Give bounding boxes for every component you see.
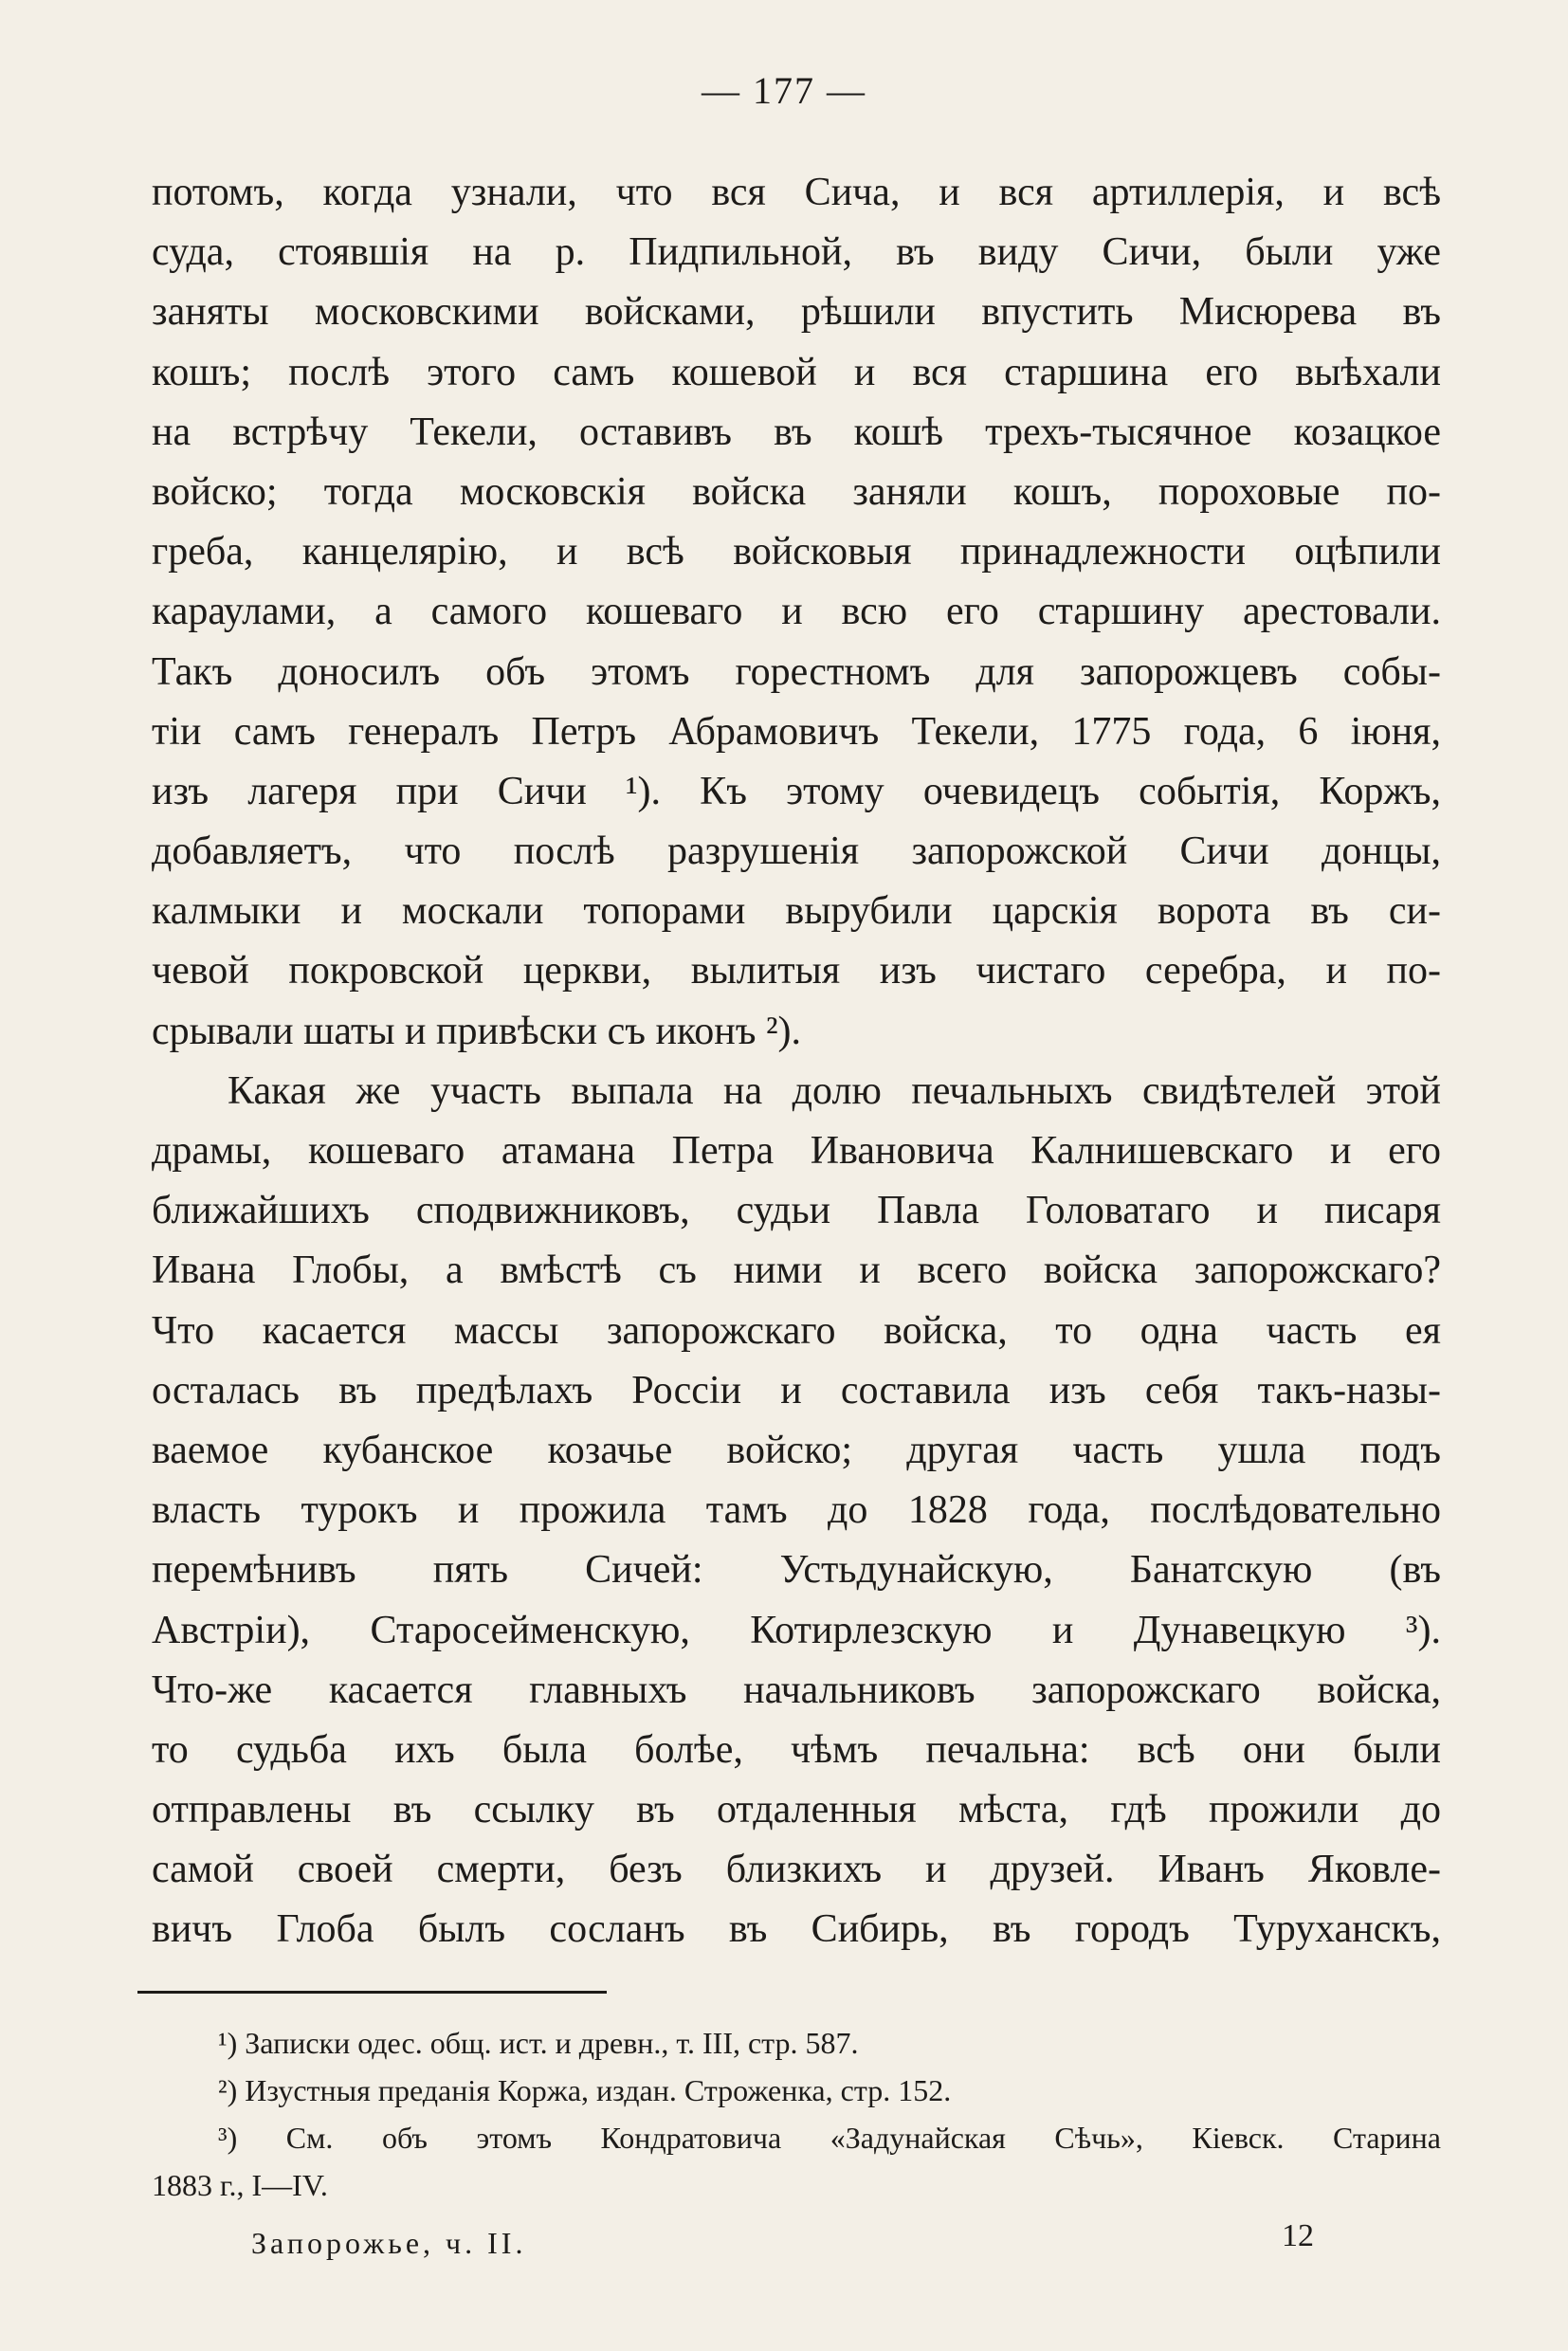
text-line: Что-же касается главныхъ начальниковъ запорожскаго войска,: [152, 1668, 1441, 1712]
text-line: чевой покровской церкви, вылитыя изъ чистаго серебра, и по-: [152, 949, 1441, 993]
text-line: суда, стоявшія на р. Пидпильной, въ виду Сичи, были уже: [152, 230, 1441, 275]
text-line: калмыки и москали топорами вырубили царскія ворота въ си-: [152, 889, 1441, 934]
text-line: то судьба ихъ была болѣе, чѣмъ печальна: всѣ они были: [152, 1727, 1441, 1772]
paragraph-end-line: срывали шаты и привѣски съ иконъ ²).: [152, 1009, 802, 1053]
text-line: Такъ доносилъ объ этомъ горестномъ для запорожцевъ собы-: [152, 649, 1441, 694]
text-line: караулами, а самого кошеваго и всю его старшину арестовали.: [152, 590, 1441, 634]
text-line: вичъ Глоба былъ сосланъ въ Сибирь, въ городъ Туруханскъ,: [152, 1907, 1441, 1952]
text-line: власть турокъ и прожила тамъ до 1828 года, послѣдовательно: [152, 1488, 1441, 1533]
footnote: ³) См. объ этомъ Кондратовича «Задунайская Сѣчь», Кіевск. Старина: [218, 2121, 1441, 2155]
text-line: Ивана Глобы, а вмѣстѣ съ ними и всего войска запорожскаго?: [152, 1248, 1441, 1293]
text-line: кошъ; послѣ этого самъ кошевой и вся старшина его выѣхали: [152, 350, 1441, 394]
footnotes: [152, 2019, 1441, 2209]
text-line: осталась въ предѣлахъ Россіи и составила изъ себя такъ-назы-: [152, 1368, 1441, 1412]
sheet-number: 12: [1282, 2218, 1314, 2253]
text-line: ваемое кубанское козачье войско; другая часть ушла подъ: [152, 1428, 1441, 1472]
page-number: — 177 —: [702, 69, 866, 112]
text-line: Что касается массы запорожскаго войска, то одна часть ея: [152, 1308, 1441, 1353]
paragraph-start-line: Какая же участь выпала на долю печальныхъ свидѣтелей этой: [228, 1068, 1441, 1113]
text-line: добавляетъ, что послѣ разрушенія запорожской Сичи донцы,: [152, 829, 1441, 874]
text-line: ближайшихъ сподвижниковъ, судьи Павла Головатаго и писаря: [152, 1189, 1441, 1233]
footnote-continuation: 1883 г., I—IV.: [152, 2168, 328, 2202]
text-line: заняты московскими войсками, рѣшили впустить Мисюрева въ: [152, 290, 1441, 335]
text-line: драмы, кошеваго атамана Петра Ивановича Калнишевскаго и его: [152, 1129, 1441, 1173]
footnote-divider: [137, 1991, 607, 1994]
text-line: тіи самъ генералъ Петръ Абрамовичъ Текели, 1775 года, 6 іюня,: [152, 709, 1441, 754]
text-line: греба, канцелярію, и всѣ войсковыя принадлежности оцѣпили: [152, 530, 1441, 574]
text-line: потомъ, когда узнали, что вся Сича, и вся артиллерія, и всѣ: [152, 171, 1441, 214]
text-line: изъ лагеря при Сичи ¹). Къ этому очевидецъ событія, Коржъ,: [152, 769, 1441, 813]
signature-line: Запорожье, ч. II.: [251, 2226, 527, 2260]
footnote: ²) Изустныя преданія Коржа, издан. Строженка, стр. 152.: [218, 2073, 952, 2107]
text-line: на встрѣчу Текели, оставивъ въ кошѣ трехъ-тысячное козацкое: [152, 410, 1441, 454]
main-text: [152, 163, 1441, 1960]
text-line: Австріи), Старосейменскую, Котирлезскую и Дунавецкую ³).: [152, 1608, 1441, 1652]
text-line: самой своей смерти, безъ близкихъ и друзей. Иванъ Яковле-: [152, 1848, 1441, 1892]
text-line: перемѣнивъ пять Сичей: Устьдунайскую, Банатскую (въ: [152, 1548, 1441, 1593]
text-line: войско; тогда московскія войска заняли кошъ, пороховые по-: [152, 469, 1441, 514]
footnote: ¹) Записки одес. общ. ист. и древн., т. III, стр. 587.: [218, 2026, 859, 2060]
text-line: отправлены въ ссылку въ отдаленныя мѣста, гдѣ прожили до: [152, 1788, 1441, 1832]
